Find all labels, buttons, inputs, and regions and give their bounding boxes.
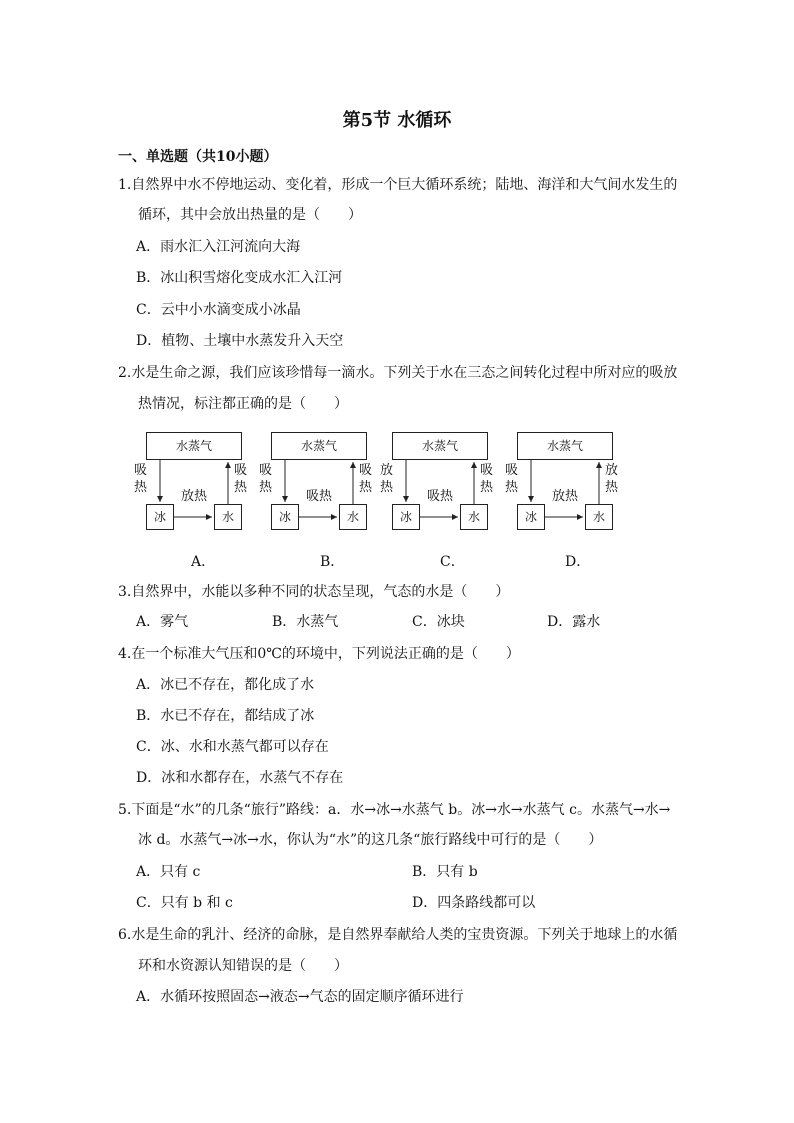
diagram-c-ice-box: 冰 [392,504,420,530]
question-4-option-a: A．冰已不存在，都化成了水 [136,677,315,693]
question-1-stem-cont: 循环，其中会放出热量的是（ ） [138,207,362,223]
diagram-b-vapor-box: 水蒸气 [271,432,367,460]
diagram-b-letter: B． [320,554,345,570]
diagram-a-left-label: 吸热 [134,463,148,495]
diagram-c-left-label: 放热 [380,463,394,495]
diagram-d-right-label: 放热 [605,463,619,495]
question-1-stem: 1.自然界中水不停地运动、变化着，形成一个巨大循环系统；陆地、海洋和大气间水发生的 [118,177,678,193]
diagram-a-mid-label: 放热 [180,489,207,504]
diagram-d [505,432,619,532]
question-4-stem: 4.在一个标准大气压和0℃的环境中，下列说法正确的是（ ） [118,646,520,662]
question-3-stem: 3.自然界中，水能以多种不同的状态呈现，气态的水是（ ） [118,584,510,600]
diagram-d-mid-label: 放热 [551,489,578,504]
question-4-option-b: B．水已不存在，都结成了冰 [136,708,315,724]
diagram-b-mid-label: 吸热 [305,489,332,504]
diagram-d-vapor-box: 水蒸气 [517,432,613,460]
diagram-b [259,432,373,532]
diagram-b-ice-box: 冰 [271,504,299,530]
question-2-stem: 2.水是生命之源，我们应该珍惜每一滴水。下列关于水在三态之间转化过程中所对应的吸放 [118,365,678,381]
diagram-a [134,432,248,532]
question-1-option-c: C．云中小水滴变成小冰晶 [136,302,301,318]
diagram-a-ice-box: 冰 [146,504,174,530]
diagram-c-mid-label: 吸热 [426,489,453,504]
diagram-b-left-label: 吸热 [259,463,273,495]
diagram-c-right-label: 吸热 [480,463,494,495]
question-6-stem: 6.水是生命的乳汁、经济的命脉，是自然界奉献给人类的宝贵资源。下列关于地球上的水循 [118,927,678,943]
diagram-a-water-box: 水 [214,504,242,530]
diagram-c-letter: C． [440,554,465,570]
diagram-c [380,432,494,532]
question-5-option-d: D．四条路线都可以 [412,895,536,911]
question-5-stem: 5.下面是“水”的几条“旅行”路线：a．水→冰→水蒸气 b。冰→水→水蒸气 c。水蒸气→水→ [118,802,671,818]
question-5-option-b: B．只有 b [412,864,478,880]
question-5-stem-cont: 冰 d。水蒸气→冰→水，你认为“水”的这几条“旅行路线中可行的是（ ） [138,832,603,848]
section-heading: 一、单选题（共10小题） [118,149,278,165]
diagram-b-water-box: 水 [339,504,367,530]
diagram-a-right-label: 吸热 [234,463,248,495]
diagram-d-letter: D． [565,554,591,570]
diagram-c-water-box: 水 [460,504,488,530]
question-5-option-c: C．只有 b 和 c [136,895,233,911]
question-6-option-a: A．水循环按照固态→液态→气态的固定顺序循环进行 [136,989,464,1005]
question-5-option-a: A．只有 c [136,864,201,880]
diagram-c-vapor-box: 水蒸气 [392,432,488,460]
diagram-b-right-label: 吸热 [359,463,373,495]
question-1-option-b: B．冰山积雪熔化变成水汇入江河 [136,270,343,286]
question-3-option-a: A．雾气 [136,614,189,630]
question-2-stem-cont: 热情况，标注都正确的是（ ） [138,396,348,412]
question-1-option-a: A．雨水汇入江河流向大海 [136,239,301,255]
diagram-a-vapor-box: 水蒸气 [146,432,242,460]
question-4-option-d: D．冰和水都存在，水蒸气不存在 [136,770,344,786]
page-title: 第5节 水循环 [342,110,452,131]
diagram-d-ice-box: 冰 [517,504,545,530]
diagram-a-letter: A． [191,554,216,570]
question-3-option-b: B．水蒸气 [272,614,339,630]
question-1-option-d: D．植物、土壤中水蒸发升入天空 [136,333,344,349]
question-3-option-d: D．露水 [547,614,601,630]
question-4-option-c: C．冰、水和水蒸气都可以存在 [136,739,329,755]
diagram-d-left-label: 吸热 [505,463,519,495]
question-6-stem-cont: 环和水资源认知错误的是（ ） [138,958,348,974]
question-3-option-c: C．冰块 [412,614,465,630]
diagram-d-water-box: 水 [585,504,613,530]
